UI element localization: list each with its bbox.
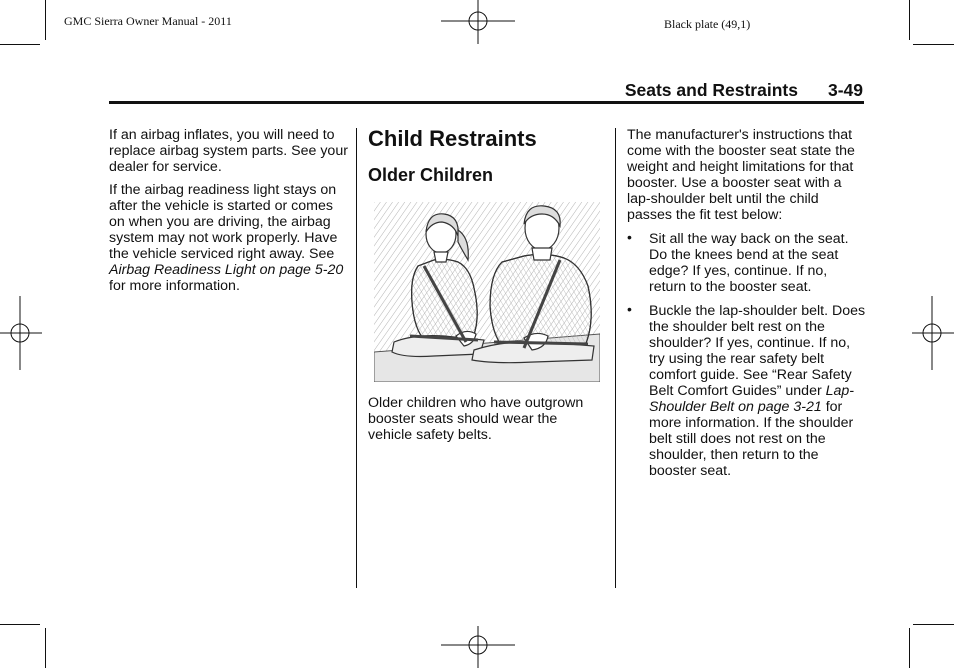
crop-mark [913, 624, 954, 625]
page-title: Child Restraints [368, 126, 537, 151]
running-header [560, 80, 863, 101]
column-divider [356, 128, 357, 588]
paragraph: The manufacturer's instructions that come with the booster seat state the weight and height limitations for that booster. Use a booster seat with a lap-shoulder belt until the child passes the fit test below: [627, 127, 855, 223]
registration-mark-top [441, 0, 515, 44]
older-children-illustration [374, 202, 600, 382]
cross-reference-link[interactable]: Airbag Readiness Light on page 5-20 [109, 262, 344, 278]
figure-caption: Older children who have outgrown booster seats should wear the vehicle safety belts. [368, 395, 584, 443]
section-heading: Older Children [368, 165, 494, 185]
registration-mark-right [912, 296, 954, 370]
column-divider [615, 128, 616, 588]
crop-mark [0, 624, 40, 625]
header-rule [109, 101, 864, 104]
crop-mark [909, 628, 910, 668]
list-item: • Sit all the way back on the seat. Do the knees bend at the seat edge? If yes, continue. If no, return to the booster seat. [627, 229, 849, 295]
column-2 [368, 127, 604, 450]
crop-mark [909, 0, 910, 40]
section-title: Seats and Restraints [624, 80, 798, 100]
crop-mark [0, 44, 40, 45]
registration-mark-bottom [441, 626, 515, 668]
fit-test-list [627, 231, 867, 479]
plate-title: GMC Sierra Owner Manual - 2011 [64, 14, 232, 28]
page-number: 3-49 [827, 80, 863, 100]
crop-mark [913, 44, 954, 45]
crop-mark [45, 0, 46, 40]
paragraph: If an airbag inflates, you will need to replace airbag system parts. See your dealer for service. [109, 127, 348, 175]
plate-label: Black plate (49,1) [664, 17, 751, 31]
cross-reference-link[interactable]: Lap-Shoulder Belt on page 3-21 [649, 383, 855, 415]
paragraph: If the airbag readiness light stays on after the vehicle is started or comes on when you are driving, the airbag system may not work properly. Have the vehicle serviced right away. See Airbag Readiness Light on page 5-20 for more information. [109, 182, 344, 294]
bullet-icon: • [627, 229, 632, 245]
bullet-icon: • [627, 301, 632, 317]
column-1 [109, 127, 349, 301]
column-3 [627, 127, 867, 487]
registration-mark-left [0, 296, 42, 370]
list-item: • Buckle the lap-shoulder belt. Does the shoulder belt rest on the shoulder? If yes, continue. If no, try using the rear safety belt comfort guide. See “Rear Safety Belt Comfort Guides” under Lap-Shoulder Belt on page 3-21 for more information. If the shoulder belt still does not rest on the shoulder, then return to the booster seat. [627, 301, 866, 479]
crop-mark [45, 628, 46, 668]
